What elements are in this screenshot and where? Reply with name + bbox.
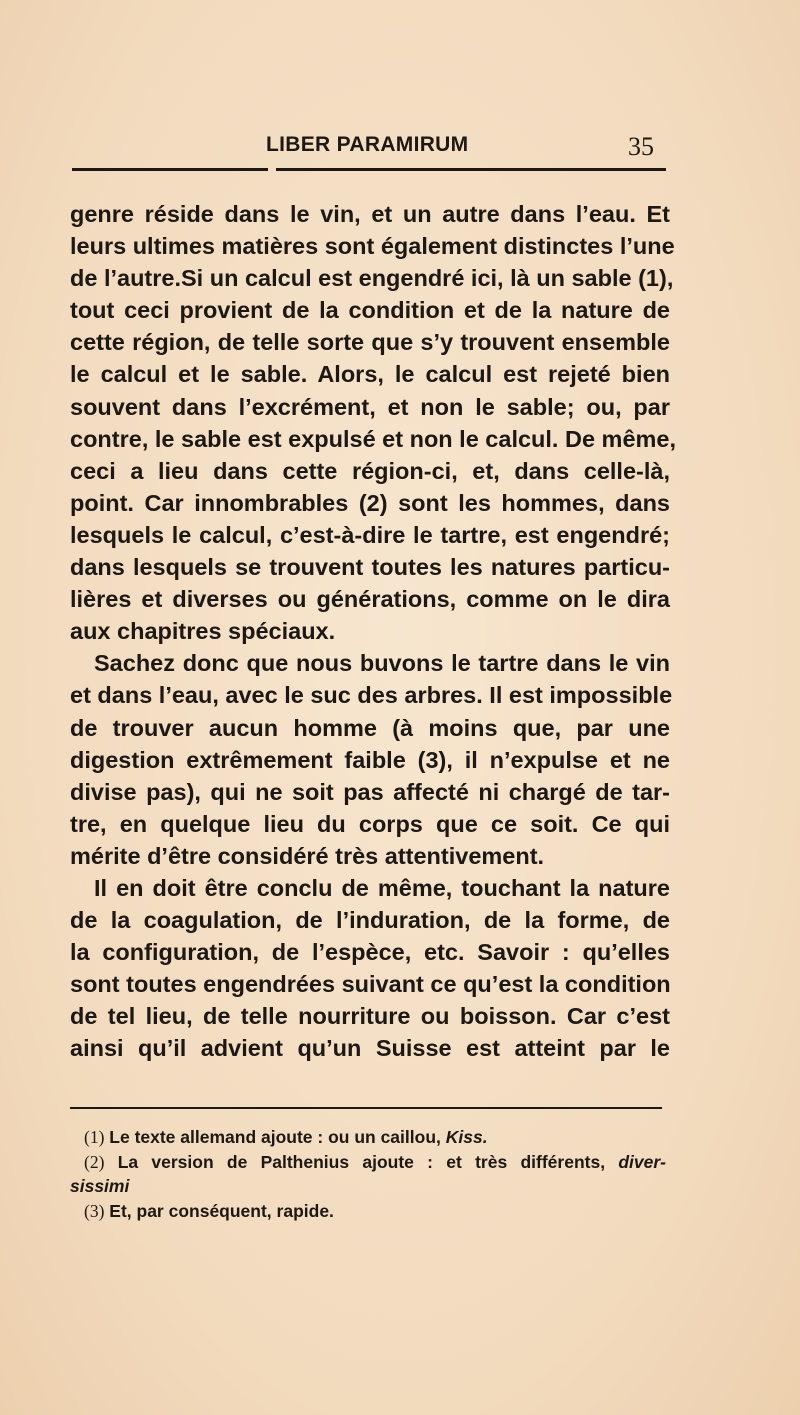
footnote-text: Le texte allemand ajoute : ou un caillou,: [109, 1127, 441, 1147]
header-rule-right: [276, 168, 666, 171]
text-line: ainsi qu’il advient qu’un Suisse est atteint par le: [70, 1035, 670, 1062]
text-line: de tel lieu, de telle nourriture ou boisson. Car c’est: [70, 1003, 670, 1030]
text-line: Sachez donc que nous buvons le tartre dans le vin: [94, 650, 670, 677]
page-number: 35: [628, 132, 654, 161]
text-line: mérite d’être considéré très attentivement.: [70, 842, 545, 869]
footnote-rule: [70, 1107, 662, 1109]
text-line: tre, en quelque lieu du corps que ce soit. Ce qui: [70, 810, 670, 837]
text-line: sont toutes engendrées suivant ce qu’est la condition: [70, 971, 671, 998]
text-line: de trouver aucun homme (à moins que, par une: [70, 714, 670, 741]
text-line: contre, le sable est expulsé et non le calcul. De même,: [70, 425, 677, 452]
footnote-2: [70, 1150, 666, 1175]
text-line: lesquels le calcul, c’est-à-dire le tartre, est engendré;: [70, 521, 670, 548]
footnote-text: Et, par conséquent, rapide.: [109, 1200, 334, 1221]
footnote-2-continued: [70, 1174, 666, 1199]
footnote-text: La version de Palthenius ajoute : et très différents,: [117, 1151, 606, 1172]
footnote-italic-term: Kiss.: [445, 1127, 488, 1147]
footnote-number: (3): [84, 1200, 105, 1221]
footnote-3: [70, 1199, 666, 1224]
text-line: genre réside dans le vin, et un autre dans l’eau. Et: [70, 201, 670, 227]
running-title: LIBER PARAMIRUM: [266, 133, 469, 156]
text-line: cette région, de telle sorte que s’y trouvent ensemble: [70, 329, 670, 356]
footnote-italic-term: sissimi: [70, 1176, 130, 1196]
text-line: de l’autre.Si un calcul est engendré ici, là un sable (1),: [70, 265, 674, 292]
body-text: [70, 198, 677, 1065]
header-rule-left: [72, 168, 268, 171]
footnotes: [70, 1125, 666, 1223]
text-line: point. Car innombrables (2) sont les hommes, dans: [70, 489, 670, 516]
text-line: divise pas), qui ne soit pas affecté ni chargé de tar-: [70, 778, 670, 805]
text-line: et dans l’eau, avec le suc des arbres. Il est impossible: [70, 682, 673, 709]
text-line: tout ceci provient de la condition et de la nature de: [70, 297, 670, 324]
text-line: digestion extrêmement faible (3), il n’expulse et ne: [70, 746, 670, 773]
text-line: Il en doit être conclu de même, touchant la nature: [94, 874, 670, 901]
text-line: de la coagulation, de l’induration, de la forme, de: [70, 907, 670, 934]
text-line: aux chapitres spéciaux.: [70, 618, 336, 645]
text-line: leurs ultimes matières sont également distinctes l’une: [70, 233, 675, 260]
footnote-1: [70, 1125, 666, 1150]
footnote-italic-term: diver-: [618, 1151, 666, 1172]
footnote-number: (1): [84, 1127, 105, 1147]
text-line: dans lesquels se trouvent toutes les natures particu-: [70, 554, 670, 581]
footnote-number: (2): [84, 1151, 105, 1172]
text-line: la configuration, de l’espèce, etc. Savoir : qu’elles: [70, 939, 670, 966]
text-line: le calcul et le sable. Alors, le calcul est rejeté bien: [70, 361, 670, 388]
text-line: ceci a lieu dans cette région-ci, et, dans celle-là,: [70, 457, 670, 484]
text-line: souvent dans l’excrément, et non le sable; ou, par: [70, 393, 670, 420]
text-line: lières et diverses ou générations, comme on le dira: [70, 586, 670, 613]
